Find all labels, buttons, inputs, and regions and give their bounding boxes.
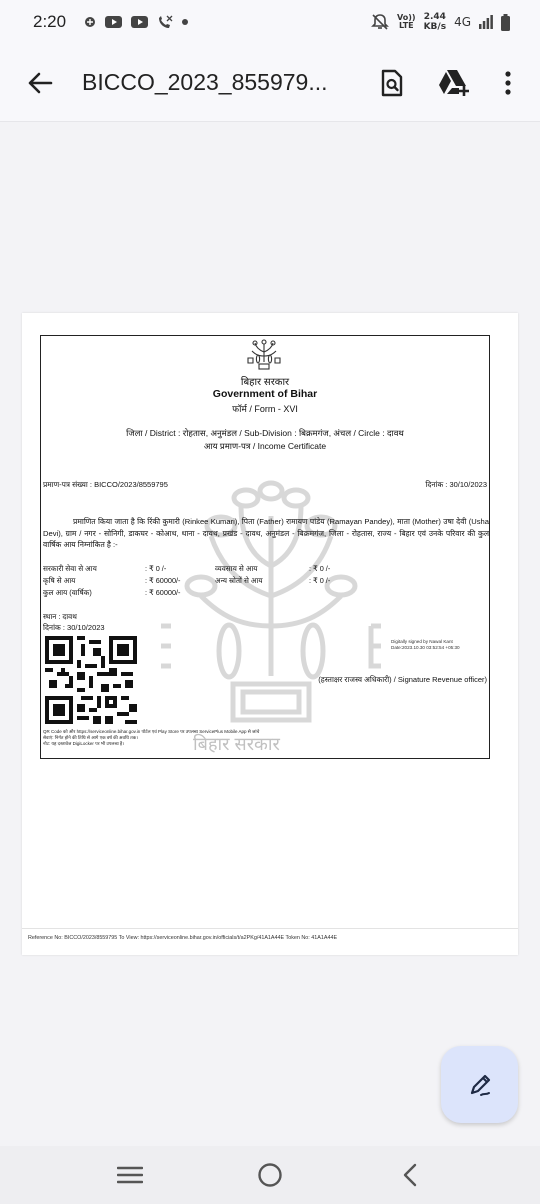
youtube-icon	[105, 16, 122, 28]
issue-date: दिनांक : 30/10/2023	[43, 623, 105, 632]
certificate-date: दिनांक : 30/10/2023	[425, 480, 487, 489]
recent-apps-button[interactable]	[110, 1155, 150, 1195]
arrow-left-icon	[27, 72, 53, 94]
income-certificate	[40, 335, 490, 759]
system-icons	[371, 12, 510, 32]
menu-lines-icon	[117, 1166, 143, 1184]
status-bar	[0, 0, 540, 44]
qr-code-icon[interactable]	[45, 636, 137, 724]
pdf-page[interactable]	[22, 313, 518, 955]
home-circle-icon	[257, 1162, 283, 1188]
app-notification-icon	[84, 16, 96, 28]
back-button[interactable]	[22, 65, 58, 101]
mute-icon	[371, 13, 389, 31]
reference-line: Reference No: BICCO/2023/8559795 To View: https://serviceonline.bihar.gov.in/officials/t/a2PKg/41A1A44E Token No: 41A1A44E	[28, 935, 338, 941]
other-income-label: अन्य स्रोतों से आय	[215, 576, 263, 585]
dot-icon	[182, 19, 188, 25]
home-button[interactable]	[250, 1155, 290, 1195]
agri-income-label: कृषि से आय	[43, 576, 76, 585]
business-income-value: : ₹ 0 /-	[309, 564, 331, 573]
find-in-document-button[interactable]	[372, 63, 412, 103]
district-line: जिला / District : रोहतास, अनुमंडल / Sub-Division : बिक्रमगंज, अंचल / Circle : दावथ	[126, 428, 404, 438]
qr-note-line-2: सेवाएं: निर्गत होने की तिथि से आगे एक वर्ष की अवधि तक।	[43, 735, 138, 740]
system-nav-bar	[0, 1146, 540, 1204]
reference-divider	[22, 928, 518, 929]
status-time: 2:20	[33, 12, 67, 31]
missed-call-icon	[157, 15, 173, 29]
app-bar	[0, 44, 540, 122]
notification-icons	[84, 15, 188, 29]
more-vert-icon	[505, 71, 511, 95]
form-number: फॉर्म / Form - XVI	[232, 404, 298, 414]
header-english: Government of Bihar	[212, 388, 318, 400]
place: स्थान : दावथ	[43, 612, 77, 621]
other-income-value: : ₹ 0 /-	[309, 576, 331, 585]
youtube-icon-2	[131, 16, 148, 28]
add-to-drive-button[interactable]	[434, 63, 474, 103]
net-speed-value: 2.44	[423, 12, 446, 22]
signature-label: (हस्ताक्षर राजस्व अधिकारी) / Signature Revenue officer)	[318, 675, 487, 684]
business-income-label: व्यवसाय से आय	[215, 564, 258, 573]
qr-note-line-1: QR Code को और https://serviceonline.bihar.gov.in पोर्टल एवं Play Store पर उपलब्ध ServicePlus Mobile App से जांचे	[43, 729, 260, 734]
bihar-emblem-icon	[245, 338, 283, 372]
chevron-left-icon	[402, 1163, 418, 1187]
total-income-label: कुल आय (वार्षिक)	[43, 588, 92, 597]
annotate-button[interactable]	[441, 1046, 518, 1123]
pen-icon	[466, 1071, 494, 1099]
battery-icon	[501, 14, 510, 31]
digital-signature	[391, 639, 471, 650]
agri-income-value: : ₹ 60000/-	[145, 576, 181, 585]
digital-signature-name: Digitally signed by Nawal Kant	[391, 639, 453, 644]
watermark-text: बिहार सरकार	[193, 734, 280, 754]
digital-signature-date: Date:2023.10.30 03:52:54 +05:30	[391, 644, 460, 650]
qr-note-line-3: नोट: यह दस्तावेज DigiLocker पर भी उपलब्ध है।	[43, 741, 124, 746]
govt-income-label: सरकारी सेवा से आय	[43, 564, 97, 573]
net-speed	[424, 12, 446, 32]
document-title: BICCO_2023_855979...	[82, 69, 328, 95]
qr-note	[43, 729, 343, 747]
signal-icon	[479, 15, 493, 29]
network-type: 4G	[454, 15, 471, 29]
volte-bottom: LTE	[398, 21, 414, 30]
volte-top: Vo))	[397, 13, 416, 22]
nav-back-button[interactable]	[390, 1155, 430, 1195]
volte-icon	[397, 14, 416, 30]
more-options-button[interactable]	[488, 63, 528, 103]
certificate-number: प्रमाण-पत्र संख्या : BICCO/2023/8559795	[43, 480, 168, 489]
total-income-value: : ₹ 60000/-	[145, 588, 181, 597]
header-hindi: बिहार सरकार	[240, 377, 290, 388]
document-search-icon	[381, 69, 403, 97]
certificate-title: आय प्रमाण-पत्र / Income Certificate	[203, 441, 327, 451]
drive-add-icon	[438, 69, 470, 97]
govt-income-value: : ₹ 0 /-	[145, 564, 167, 573]
certificate-body: प्रमाणित किया जाता है कि रिंकी कुमारी (Rinkee Kumari), पिता (Father) रामायण पांडेय (Ramayan Pandey), माता (Mother) उषा देवी (Usha Devi), ग्राम / नगर - सोनिगी, डाकघर - कोआथ, थाना - दावथ, प्रखंड - दावथ, अनुमंडल - बिक्रमगंज, जिला - रोहतास, राज्य - बिहार एवं उनके परिवार की कुल वार्षिक आय निम्नांकित है :-	[43, 517, 489, 549]
net-speed-unit: KB/s	[423, 22, 447, 32]
